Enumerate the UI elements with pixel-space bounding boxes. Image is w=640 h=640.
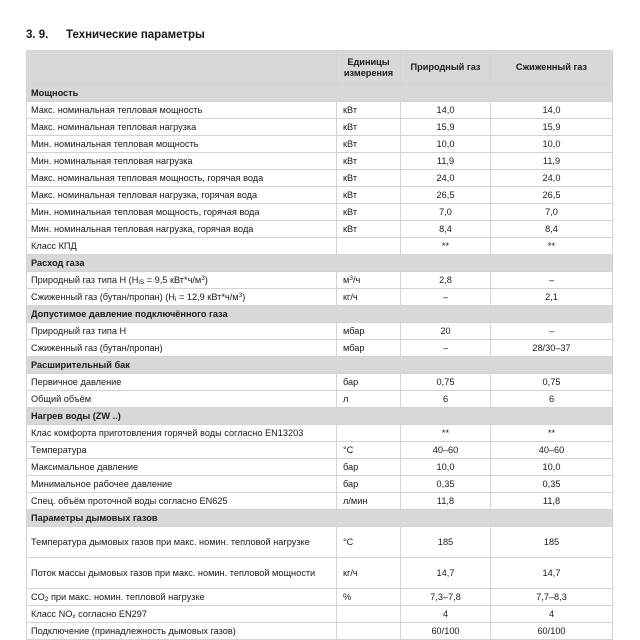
param-unit: кВт bbox=[337, 119, 401, 136]
param-label bbox=[27, 289, 337, 306]
param-label-subscript: x bbox=[72, 612, 76, 620]
value-natural-gas: 40–60 bbox=[401, 442, 491, 459]
param-unit: кВт bbox=[337, 102, 401, 119]
value-natural-gas: 7,0 bbox=[401, 204, 491, 221]
param-label: Сжиженный газ (бутан/пропан) bbox=[27, 340, 337, 357]
table-row bbox=[27, 136, 613, 153]
table-row bbox=[27, 153, 613, 170]
param-label: Класс КПД bbox=[27, 238, 337, 255]
value-natural-gas: 0,35 bbox=[401, 476, 491, 493]
param-unit: кВт bbox=[337, 153, 401, 170]
group-title: Мощность bbox=[27, 85, 613, 102]
value-natural-gas: ** bbox=[401, 238, 491, 255]
param-label-text: = 9,5 кВт*ч/м bbox=[144, 274, 202, 285]
param-label-subscript: 2 bbox=[44, 595, 49, 603]
param-label-subscript: iS bbox=[138, 278, 145, 286]
value-natural-gas: 10,0 bbox=[401, 459, 491, 476]
value-natural-gas: 10,0 bbox=[401, 136, 491, 153]
value-lpg: 15,9 bbox=[491, 119, 613, 136]
group-title: Допустимое давление подключённого газа bbox=[27, 306, 613, 323]
param-unit: л bbox=[337, 391, 401, 408]
value-natural-gas: 8,4 bbox=[401, 221, 491, 238]
table-row bbox=[27, 425, 613, 442]
param-label-text: Класс NO bbox=[31, 608, 73, 619]
param-unit bbox=[337, 425, 401, 442]
table-row bbox=[27, 221, 613, 238]
param-label: Макс. номинальная тепловая нагрузка bbox=[27, 119, 337, 136]
param-unit: кВт bbox=[337, 187, 401, 204]
table-row bbox=[27, 102, 613, 119]
param-label: Макс. номинальная тепловая мощность, горячая вода bbox=[27, 170, 337, 187]
value-lpg: 8,4 bbox=[491, 221, 613, 238]
group-header-row bbox=[27, 255, 613, 272]
param-unit: мбар bbox=[337, 340, 401, 357]
value-lpg: 26,5 bbox=[491, 187, 613, 204]
table-row bbox=[27, 493, 613, 510]
value-lpg: 11,8 bbox=[491, 493, 613, 510]
value-natural-gas: 11,8 bbox=[401, 493, 491, 510]
value-lpg: 185 bbox=[491, 527, 613, 558]
unit-text: м bbox=[343, 274, 350, 285]
param-label-text: согласно EN297 bbox=[75, 608, 147, 619]
group-title: Нагрев воды (ZW ..) bbox=[27, 408, 613, 425]
table-row bbox=[27, 623, 613, 640]
param-unit: кВт bbox=[337, 136, 401, 153]
value-natural-gas: 185 bbox=[401, 527, 491, 558]
value-lpg: 0,75 bbox=[491, 374, 613, 391]
section-heading bbox=[26, 29, 205, 41]
param-label: Поток массы дымовых газов при макс. номин. тепловой мощности bbox=[27, 558, 337, 589]
param-label-text: Природный газ типа H (H bbox=[31, 274, 139, 285]
value-lpg: 0,35 bbox=[491, 476, 613, 493]
value-lpg: 14,0 bbox=[491, 102, 613, 119]
unit-text: /ч bbox=[352, 274, 361, 285]
group-header-row bbox=[27, 85, 613, 102]
value-lpg: 4 bbox=[491, 606, 613, 623]
table-row bbox=[27, 323, 613, 340]
value-natural-gas: 24,0 bbox=[401, 170, 491, 187]
param-unit: °C bbox=[337, 527, 401, 558]
table-row bbox=[27, 187, 613, 204]
param-label: Первичное давление bbox=[27, 374, 337, 391]
table-header-row bbox=[27, 51, 613, 85]
param-label: Подключение (принадлежность дымовых газов) bbox=[27, 623, 337, 640]
param-label: Мин. номинальная тепловая мощность bbox=[27, 136, 337, 153]
value-natural-gas: 60/100 bbox=[401, 623, 491, 640]
value-lpg: 14,7 bbox=[491, 558, 613, 589]
value-natural-gas: 26,5 bbox=[401, 187, 491, 204]
param-unit bbox=[337, 272, 401, 289]
value-lpg: 11,9 bbox=[491, 153, 613, 170]
table-row bbox=[27, 476, 613, 493]
table-row bbox=[27, 170, 613, 187]
section-title: Технические параметры bbox=[66, 29, 205, 41]
param-label-text: ) bbox=[204, 274, 208, 285]
value-natural-gas: 14,7 bbox=[401, 558, 491, 589]
value-lpg: ** bbox=[491, 238, 613, 255]
param-unit bbox=[337, 623, 401, 640]
param-label: Мин. номинальная тепловая мощность, горячая вода bbox=[27, 204, 337, 221]
param-unit: % bbox=[337, 589, 401, 606]
param-label-superscript: 3 bbox=[201, 274, 205, 282]
group-title: Расширительный бак bbox=[27, 357, 613, 374]
param-unit: кВт bbox=[337, 221, 401, 238]
value-lpg: – bbox=[491, 323, 613, 340]
table-row bbox=[27, 374, 613, 391]
value-lpg: 7,7–8,3 bbox=[491, 589, 613, 606]
value-lpg: 10,0 bbox=[491, 459, 613, 476]
param-label: Клас комфорта приготовления горячей воды согласно EN13203 bbox=[27, 425, 337, 442]
group-title: Расход газа bbox=[27, 255, 613, 272]
table-row bbox=[27, 527, 613, 558]
param-label bbox=[27, 272, 337, 289]
param-unit: бар bbox=[337, 476, 401, 493]
header-natural-gas: Природный газ bbox=[401, 51, 491, 85]
param-unit: мбар bbox=[337, 323, 401, 340]
param-unit: кВт bbox=[337, 204, 401, 221]
param-label: Спец. объём проточной воды согласно EN625 bbox=[27, 493, 337, 510]
param-unit bbox=[337, 606, 401, 623]
group-header-row bbox=[27, 357, 613, 374]
param-unit: °C bbox=[337, 442, 401, 459]
table-row bbox=[27, 289, 613, 306]
value-natural-gas: – bbox=[401, 340, 491, 357]
param-label-superscript: 3 bbox=[238, 291, 243, 299]
table-row bbox=[27, 459, 613, 476]
value-natural-gas: – bbox=[401, 289, 491, 306]
table-row bbox=[27, 340, 613, 357]
value-natural-gas: 2,8 bbox=[401, 272, 491, 289]
table-row bbox=[27, 391, 613, 408]
value-lpg: 2,1 bbox=[491, 289, 613, 306]
param-label: Общий объём bbox=[27, 391, 337, 408]
param-label: Минимальное рабочее давление bbox=[27, 476, 337, 493]
value-natural-gas: 11,9 bbox=[401, 153, 491, 170]
param-unit: бар bbox=[337, 459, 401, 476]
param-label: Макс. номинальная тепловая нагрузка, горячая вода bbox=[27, 187, 337, 204]
value-lpg: ** bbox=[491, 425, 613, 442]
value-natural-gas: 4 bbox=[401, 606, 491, 623]
param-label-text: при макс. номин. тепловой нагрузке bbox=[48, 591, 205, 602]
param-label-text: CO bbox=[31, 591, 45, 602]
group-header-row bbox=[27, 510, 613, 527]
param-unit: кВт bbox=[337, 170, 401, 187]
value-lpg: 10,0 bbox=[491, 136, 613, 153]
table-row bbox=[27, 119, 613, 136]
param-label-text: Сжиженный газ (бутан/пропан) (H bbox=[31, 291, 175, 302]
param-label: Температура дымовых газов при макс. номин. тепловой нагрузке bbox=[27, 527, 337, 558]
unit-superscript: 3 bbox=[349, 274, 353, 282]
param-label: Мин. номинальная тепловая нагрузка, горячая вода bbox=[27, 221, 337, 238]
section-number: 3. 9. bbox=[26, 29, 49, 41]
param-unit: кг/ч bbox=[337, 289, 401, 306]
value-natural-gas: 20 bbox=[401, 323, 491, 340]
tech-params-table bbox=[26, 50, 613, 640]
table-row bbox=[27, 589, 613, 606]
header-param bbox=[27, 51, 337, 85]
header-unit: Единицы измерения bbox=[337, 51, 401, 85]
param-label bbox=[27, 589, 337, 606]
param-unit: л/мин bbox=[337, 493, 401, 510]
value-natural-gas: 6 bbox=[401, 391, 491, 408]
param-unit: бар bbox=[337, 374, 401, 391]
value-lpg: – bbox=[491, 272, 613, 289]
header-lpg: Сжиженный газ bbox=[491, 51, 613, 85]
param-label: Мин. номинальная тепловая нагрузка bbox=[27, 153, 337, 170]
group-header-row bbox=[27, 306, 613, 323]
value-lpg: 40–60 bbox=[491, 442, 613, 459]
table-row bbox=[27, 558, 613, 589]
param-label-text: = 12,9 кВт*ч/м bbox=[176, 291, 239, 302]
value-natural-gas: 0,75 bbox=[401, 374, 491, 391]
value-lpg: 24,0 bbox=[491, 170, 613, 187]
table-row bbox=[27, 442, 613, 459]
value-natural-gas: ** bbox=[401, 425, 491, 442]
param-label: Максимальное давление bbox=[27, 459, 337, 476]
value-natural-gas: 14,0 bbox=[401, 102, 491, 119]
value-natural-gas: 15,9 bbox=[401, 119, 491, 136]
value-lpg: 6 bbox=[491, 391, 613, 408]
param-label: Температура bbox=[27, 442, 337, 459]
param-label: Макс. номинальная тепловая мощность bbox=[27, 102, 337, 119]
group-title: Параметры дымовых газов bbox=[27, 510, 613, 527]
group-header-row bbox=[27, 408, 613, 425]
param-unit bbox=[337, 238, 401, 255]
value-natural-gas: 7,3–7,8 bbox=[401, 589, 491, 606]
table-row bbox=[27, 606, 613, 623]
param-unit: кг/ч bbox=[337, 558, 401, 589]
table-row bbox=[27, 238, 613, 255]
param-label-text: ) bbox=[242, 291, 246, 302]
table-row bbox=[27, 204, 613, 221]
param-label bbox=[27, 606, 337, 623]
value-lpg: 60/100 bbox=[491, 623, 613, 640]
table-row bbox=[27, 272, 613, 289]
value-lpg: 28/30–37 bbox=[491, 340, 613, 357]
value-lpg: 7,0 bbox=[491, 204, 613, 221]
param-label-subscript: i bbox=[174, 295, 177, 303]
param-label: Природный газ типа H bbox=[27, 323, 337, 340]
